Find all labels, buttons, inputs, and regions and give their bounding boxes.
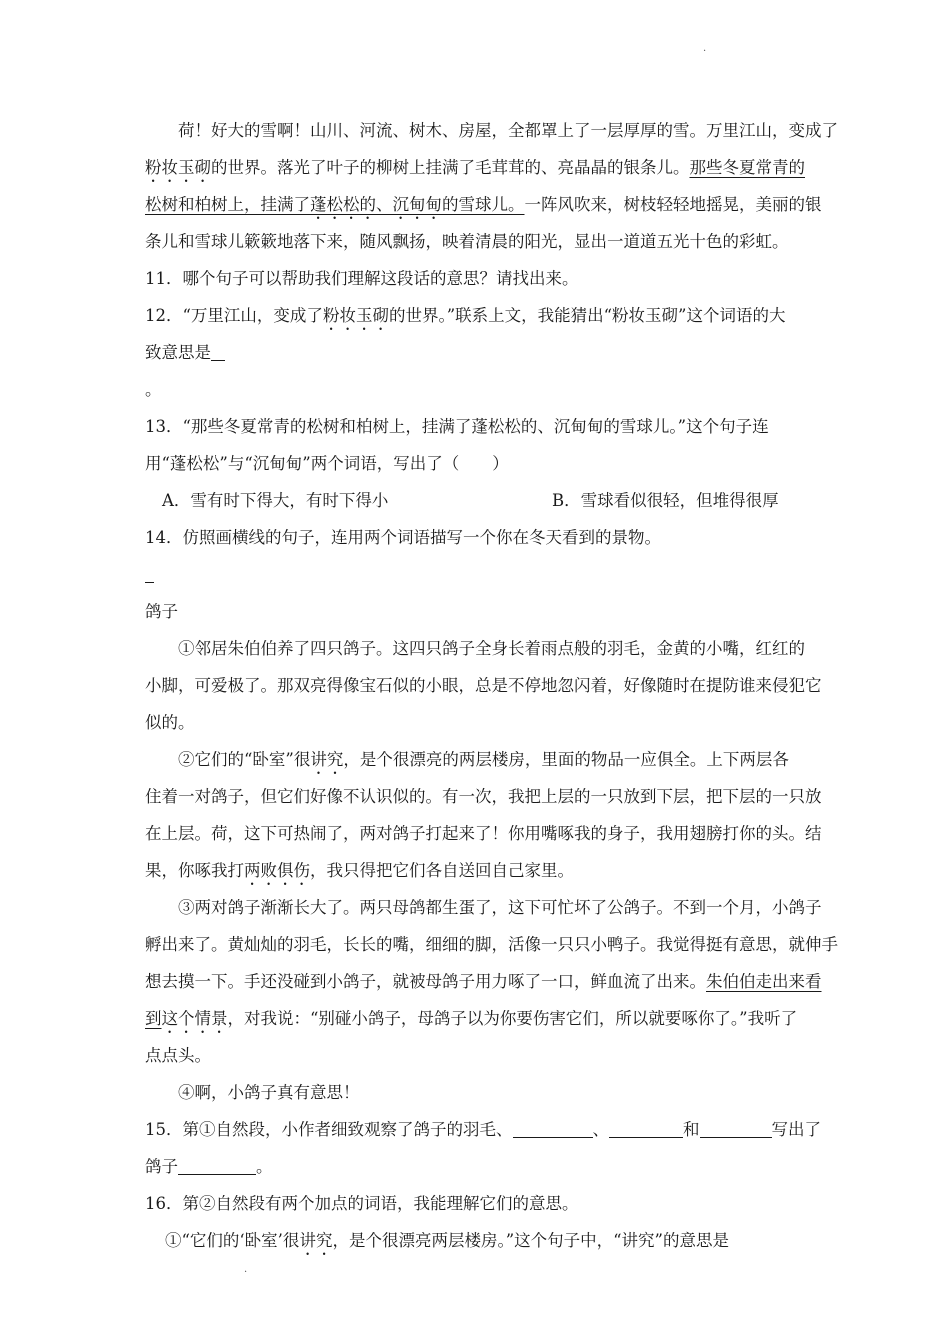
answer-blank[interactable] bbox=[609, 1119, 683, 1138]
question-15-line2 bbox=[145, 1148, 810, 1185]
text: 想去摸一下。手还没碰到小鸽子，就被母鸽子用力啄了一口，鲜血流了出来。 bbox=[145, 972, 706, 991]
question-14-answer-line bbox=[145, 556, 810, 593]
footer-mark: . bbox=[244, 1264, 248, 1275]
paragraph-2-line: 住着一对鸽子，但它们好像不认识似的。有一次，我把上层的一只放到下层，把下层的一只放 bbox=[145, 787, 822, 806]
text: ①“它们的‘卧室’很 bbox=[165, 1231, 300, 1250]
text: 鸽子 bbox=[145, 1157, 178, 1176]
question-13-line2: 用“蓬松松”与“沉甸甸”两个词语，写出了（ ） bbox=[145, 454, 509, 473]
answer-blank[interactable] bbox=[700, 1119, 772, 1138]
story-title: 鸽子 bbox=[145, 602, 178, 621]
text: 条儿和雪球儿簌簌地落下来，随风飘扬，映着清晨的阳光，显出一道道五光十色的彩虹。 bbox=[145, 232, 789, 251]
paragraph-2-line bbox=[145, 852, 810, 889]
emphasized-word: 蓬松松的 bbox=[310, 195, 376, 214]
text: ，是个很漂亮的两层楼房，里面的物品一应俱全。上下两层各 bbox=[343, 750, 789, 769]
text: 15．第①自然段，小作者细致观察了鸽子的羽毛、 bbox=[145, 1120, 513, 1139]
text: 。 bbox=[256, 1157, 273, 1176]
header-mark: . bbox=[703, 43, 707, 54]
underlined-sentence: 的 bbox=[442, 195, 459, 214]
paragraph-2-line bbox=[145, 741, 810, 778]
passage1-line bbox=[145, 112, 838, 149]
text: 致意思是 bbox=[145, 343, 211, 362]
question-11: 11．哪个句子可以帮助我们理解这段话的意思？请找出来。 bbox=[145, 269, 579, 288]
underlined-sentence: 那些冬夏常青的 bbox=[689, 158, 805, 177]
paragraph-4: ④啊，小鸽子真有意思！ bbox=[178, 1083, 360, 1102]
text: 一阵风吹来，树枝轻轻地摇晃，美丽的银 bbox=[524, 195, 822, 214]
answer-blank[interactable] bbox=[178, 1156, 256, 1175]
paragraph-2-line: 在上层。荷，这下可热闹了，两对鸽子打起来了！你用嘴啄我的身子，我用翅膀打你的头。结 bbox=[145, 824, 822, 843]
text: 、 bbox=[592, 1120, 609, 1139]
text: 12．“万里江山，变成了 bbox=[145, 306, 323, 325]
emphasized-word: 粉妆玉砌 bbox=[145, 158, 211, 177]
text: ，我只得把它们各自送回自己家里。 bbox=[310, 861, 574, 880]
question-16: 16．第②自然段有两个加点的词语，我能理解它们的意思。 bbox=[145, 1194, 579, 1213]
option-b[interactable]: B．雪球看似很轻，但堆得很厚 bbox=[552, 491, 779, 510]
question-12-line2 bbox=[145, 334, 810, 371]
text: 的世界。落光了叶子的柳树上挂满了毛茸茸的、亮晶晶的银条儿。 bbox=[211, 158, 690, 177]
document-body bbox=[145, 112, 838, 1259]
answer-blank[interactable] bbox=[145, 564, 154, 583]
text: ，对我说：“别碰小鸽子，母鸽子以为你要伤害它们，所以就要啄你了。”我听了 bbox=[227, 1009, 798, 1028]
passage1-line bbox=[145, 186, 822, 223]
emphasized-word: 沉甸甸 bbox=[392, 195, 442, 214]
underlined-sentence: 松树和柏树上，挂满了 bbox=[145, 195, 310, 214]
paragraph-3-line bbox=[145, 963, 822, 1000]
answer-blank[interactable] bbox=[211, 342, 225, 361]
question-15 bbox=[145, 1111, 821, 1148]
passage1-line bbox=[145, 223, 810, 260]
answer-blank[interactable] bbox=[513, 1119, 593, 1138]
underlined-sentence: 朱伯伯走出来看 bbox=[706, 972, 822, 991]
question-13-options bbox=[145, 482, 810, 519]
underlined-sentence: 到 bbox=[145, 1009, 162, 1028]
question-13: 13．“那些冬夏常青的松树和柏树上，挂满了蓬松松的、沉甸甸的雪球儿。”这个句子连 bbox=[145, 417, 769, 436]
paragraph-3-line bbox=[145, 1000, 810, 1037]
passage1-line bbox=[145, 149, 810, 186]
question-12-end: 。 bbox=[145, 380, 162, 399]
text: ，是个很漂亮两层楼房。”这个句子中，“讲究”的意思是 bbox=[332, 1231, 729, 1250]
paragraph-3-line: 点点头。 bbox=[145, 1046, 211, 1065]
question-12 bbox=[145, 297, 810, 334]
emphasized-word: 讲究 bbox=[310, 750, 344, 769]
emphasized-word: 这个情景 bbox=[161, 1009, 228, 1028]
underlined-sentence: 雪球儿。 bbox=[458, 195, 525, 214]
text: 的世界。”联系上文，我能猜出“粉妆玉砌”这个词语的大 bbox=[388, 306, 786, 325]
paragraph-1-line: 似的。 bbox=[145, 713, 195, 732]
emphasized-word: 讲究 bbox=[299, 1231, 333, 1250]
underlined-sentence: 、 bbox=[376, 195, 393, 214]
paragraph-3-line: 孵出来了。黄灿灿的羽毛，长长的嘴，细细的脚，活像一只只小鸭子。我觉得挺有意思，就伸手 bbox=[145, 935, 838, 954]
paragraph-3-line: ③两对鸽子渐渐长大了。两只母鸽都生蛋了，这下可忙坏了公鸽子。不到一个月，小鸽子 bbox=[178, 898, 822, 917]
question-14: 14．仿照画横线的句子，连用两个词语描写一个你在冬天看到的景物。 bbox=[145, 528, 661, 547]
text: 荷！好大的雪啊！山川、河流、树木、房屋，全都罩上了一层厚厚的雪。万里江山，变成了 bbox=[178, 121, 838, 140]
emphasized-word: 粉妆玉砌 bbox=[322, 306, 389, 325]
paragraph-1-line: 小脚，可爱极了。那双亮得像宝石似的小眼，总是不停地忽闪着，好像随时在提防谁来侵犯它 bbox=[145, 676, 822, 695]
text: ②它们的“卧室”很 bbox=[178, 750, 311, 769]
emphasized-word: 两败俱伤 bbox=[244, 861, 310, 880]
paragraph-1-line: ①邻居朱伯伯养了四只鸽子。这四只鸽子全身长着雨点般的羽毛，金黄的小嘴，红红的 bbox=[178, 639, 805, 658]
question-16-line2 bbox=[145, 1222, 810, 1259]
text: 写出了 bbox=[771, 1120, 821, 1139]
text: 果，你啄我打 bbox=[145, 861, 244, 880]
option-a[interactable]: A．雪有时下得大，有时下得小 bbox=[162, 491, 389, 510]
text: 和 bbox=[683, 1120, 700, 1139]
